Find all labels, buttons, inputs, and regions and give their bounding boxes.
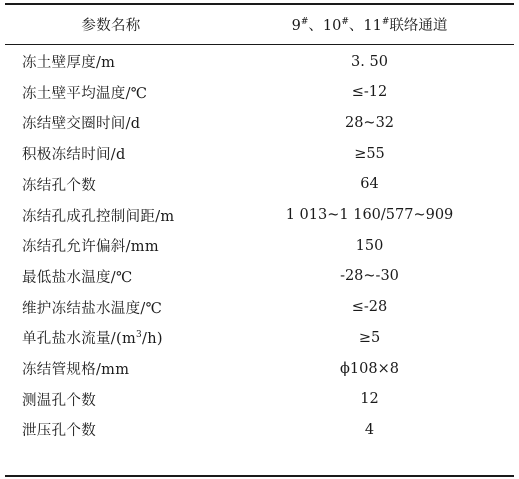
table-row — [0, 169, 519, 200]
parameter-value: 28~32 — [344, 114, 395, 131]
parameter-name: 冻结壁交圈时间/d — [22, 116, 141, 133]
table-row — [0, 138, 519, 169]
header-parameter-name: 参数名称 — [81, 17, 141, 34]
table-row — [0, 414, 519, 445]
parameter-value: 3. 50 — [351, 53, 388, 70]
parameter-name: 冻结孔成孔控制间距/m — [22, 208, 175, 225]
parameter-value: ≥5 — [358, 329, 381, 346]
parameter-value: 150 — [355, 237, 384, 254]
parameter-name: 积极冻结时间/d — [22, 147, 126, 164]
parameter-name: 最低盐水温度/℃ — [22, 269, 133, 286]
parameter-value: ≤-28 — [351, 299, 388, 316]
table-row — [0, 200, 519, 231]
table-row — [0, 292, 519, 323]
parameter-name: 冻土壁平均温度/℃ — [22, 85, 148, 102]
table-row — [0, 261, 519, 292]
parameter-value: ≥55 — [354, 145, 385, 162]
table-row — [0, 77, 519, 108]
parameter-value: 64 — [360, 176, 379, 193]
parameter-value: ≤-12 — [351, 84, 388, 101]
parameter-name: 冻结管规格/mm — [22, 362, 130, 378]
table-row — [0, 353, 519, 384]
table-row — [0, 322, 519, 353]
parameter-value: 4 — [364, 421, 375, 438]
parameter-name: 冻结孔允许偏斜/mm — [22, 239, 159, 256]
parameter-name: 泄压孔个数 — [22, 423, 96, 440]
parameter-name: 维护冻结盐水温度/℃ — [22, 300, 163, 317]
parameter-value: ϕ108×8 — [340, 360, 399, 377]
parameter-value: -28~-30 — [340, 268, 399, 285]
table-row — [0, 384, 519, 415]
table-header-rule — [5, 44, 514, 45]
parameter-name: 冻土壁厚度/m — [22, 55, 116, 71]
table-row — [0, 107, 519, 138]
table-header-row — [0, 4, 519, 44]
parameter-name: 测温孔个数 — [22, 392, 96, 409]
parameter-value: 1 013~1 160/577~909 — [285, 207, 454, 223]
table-bottom-rule — [5, 475, 514, 477]
header-channel-values: 9#、10#、11#联络通道 — [291, 16, 448, 34]
table-row — [0, 230, 519, 261]
table-row — [0, 46, 519, 77]
parameter-name: 冻结孔个数 — [22, 177, 96, 194]
parameter-value: 12 — [360, 391, 379, 408]
parameter-name: 单孔盐水流量$/(m^3/h)$ — [22, 330, 163, 348]
